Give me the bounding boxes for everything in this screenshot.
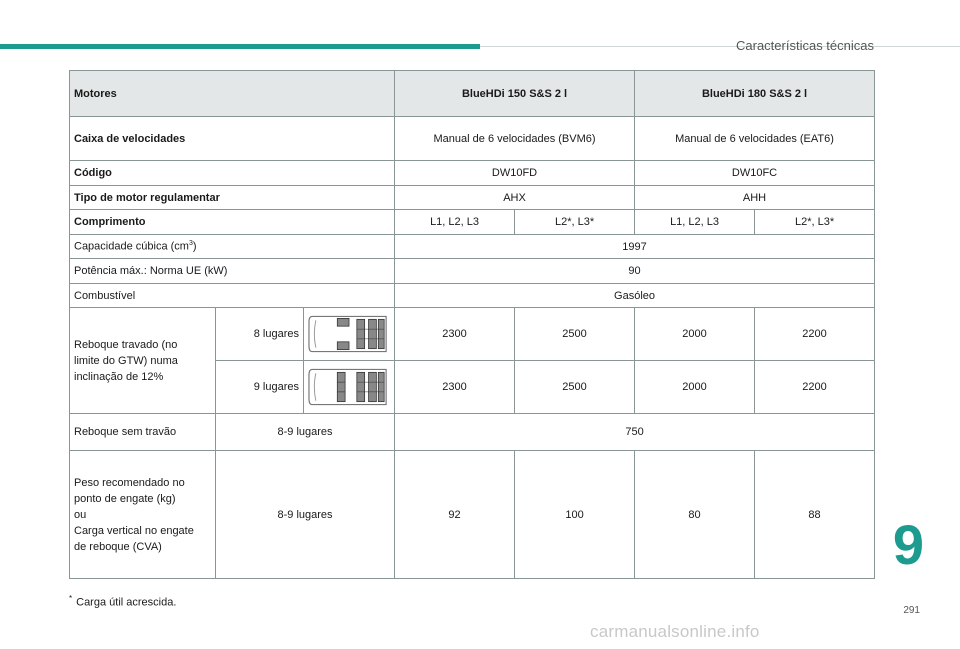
fuel-label: Combustível [70,284,395,308]
engine-type-label: Tipo de motor regulamentar [70,186,395,210]
table-row [70,235,875,259]
braked-9-v1: 2300 [395,361,515,414]
gearbox-value-180: Manual de 6 velocidades (EAT6) [635,117,875,161]
unbraked-value: 750 [395,414,875,451]
table-row [70,117,875,161]
van-9-seats-icon [304,361,395,414]
engine-type-value-180: AHH [635,186,875,210]
code-value-150: DW10FD [395,161,635,186]
seats-8-label: 8 lugares [216,308,304,361]
length-value-4: L2*, L3* [755,210,875,235]
length-label: Comprimento [70,210,395,235]
page-number: 291 [903,605,920,616]
nose-weight-seats: 8-9 lugares [216,451,395,579]
header-engine-180: BlueHDi 180 S&S 2 l [635,71,875,117]
unbraked-seats: 8-9 lugares [216,414,395,451]
nose-weight-v1: 92 [395,451,515,579]
table-row [70,259,875,284]
spec-table [69,70,875,579]
watermark: carmanualsonline.info [590,622,760,641]
header-rule [480,46,960,47]
table-row [70,161,875,186]
table-header-row [70,71,875,117]
table-row [70,451,875,579]
table-row [70,210,875,235]
braked-8-v1: 2300 [395,308,515,361]
seats-9-label: 9 lugares [216,361,304,414]
table-row [70,414,875,451]
van-8-seats-icon [304,308,395,361]
nose-weight-v3: 80 [635,451,755,579]
length-value-1: L1, L2, L3 [395,210,515,235]
table-row [70,186,875,210]
table-row [70,308,875,361]
braked-8-v3: 2000 [635,308,755,361]
braked-9-v4: 2200 [755,361,875,414]
power-label: Potência máx.: Norma UE (kW) [70,259,395,284]
nose-weight-label: Peso recomendado no ponto de engate (kg) ou Carga vertical no engate de reboque (CVA) [70,451,216,579]
header-engine-150: BlueHDi 150 S&S 2 l [395,71,635,117]
length-value-2: L2*, L3* [515,210,635,235]
braked-9-v2: 2500 [515,361,635,414]
nose-weight-v2: 100 [515,451,635,579]
braked-9-v3: 2000 [635,361,755,414]
gearbox-label: Caixa de velocidades [70,117,395,161]
code-value-180: DW10FC [635,161,875,186]
braked-8-v2: 2500 [515,308,635,361]
capacity-value: 1997 [395,235,875,259]
header-accent-bar [0,44,480,49]
chapter-number: 9 [892,513,924,576]
table-row [70,284,875,308]
section-title: Características técnicas [736,38,874,53]
footnote: * Carga útil acrescida. [69,594,177,609]
header-motores: Motores [70,71,395,117]
power-value: 90 [395,259,875,284]
unbraked-label: Reboque sem travão [70,414,216,451]
code-label: Código [70,161,395,186]
capacity-label: Capacidade cúbica $(cm^3)$ [70,235,395,259]
gearbox-value-150: Manual de 6 velocidades (BVM6) [395,117,635,161]
engine-type-value-150: AHX [395,186,635,210]
nose-weight-v4: 88 [755,451,875,579]
braked-8-v4: 2200 [755,308,875,361]
length-value-3: L1, L2, L3 [635,210,755,235]
braked-towing-label: Reboque travado (no limite do GTW) numa inclinação de 12% [70,308,216,414]
fuel-value: Gasóleo [395,284,875,308]
